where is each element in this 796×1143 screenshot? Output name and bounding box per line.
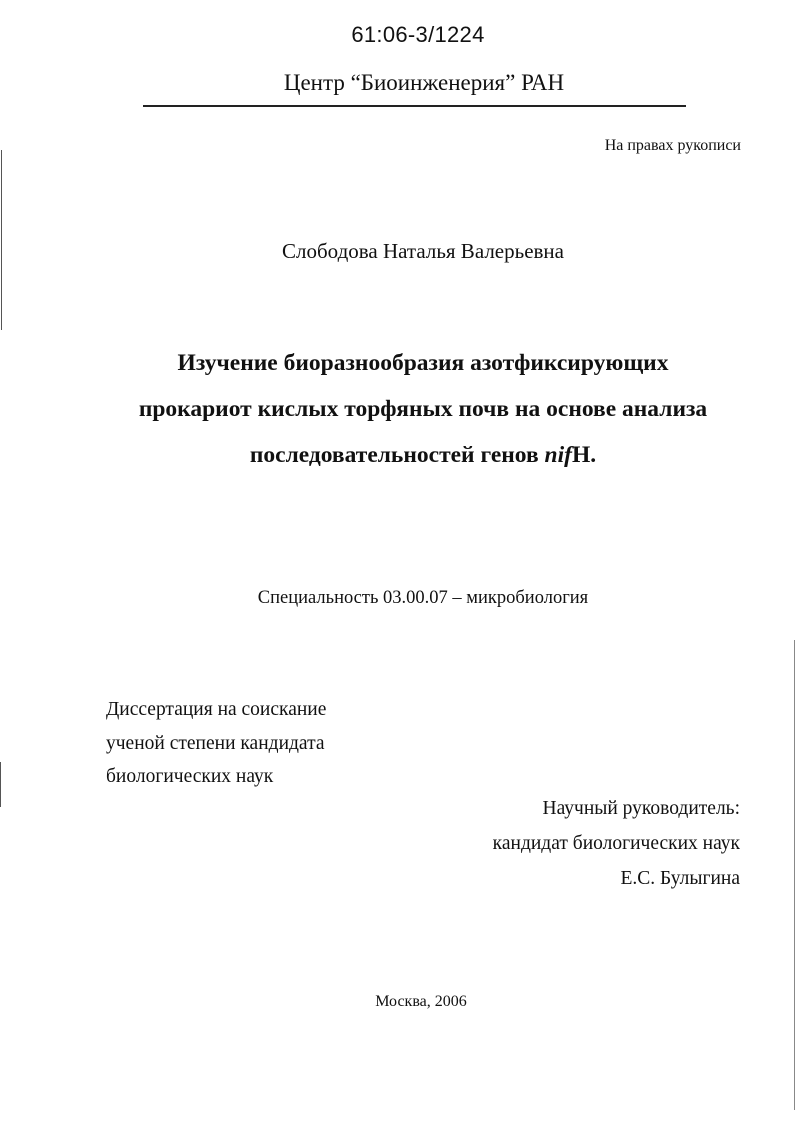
- degree-line-3: биологических наук: [106, 766, 274, 787]
- place-year: Москва, 2006: [375, 993, 467, 1010]
- scan-edge-mark: [1, 150, 2, 330]
- title-line-3-text: последовательностей генов: [249, 442, 545, 468]
- dissertation-degree: [106, 693, 326, 794]
- title-line-3: [80, 432, 766, 478]
- gene-name: nif: [544, 442, 572, 468]
- specialty: Специальность 03.00.07 – микробиология: [257, 588, 589, 608]
- catalog-number: 61:06-3/1224: [351, 22, 485, 47]
- header-divider: [143, 105, 686, 107]
- dissertation-title: [80, 340, 766, 478]
- author-name: Слободова Наталья Валерьевна: [282, 239, 564, 263]
- degree-line-1: Диссертация на соискание: [106, 699, 327, 720]
- title-line-1: Изучение биоразнообразия азотфиксирующих: [177, 350, 669, 376]
- supervisor-block: [493, 791, 740, 896]
- scan-edge-mark: [794, 640, 795, 1110]
- supervisor-role: Научный руководитель:: [542, 798, 740, 819]
- scan-edge-mark: [0, 762, 1, 807]
- supervisor-degree: кандидат биологических наук: [492, 833, 740, 854]
- gene-suffix: H.: [571, 442, 597, 468]
- supervisor-name: Е.С. Булыгина: [620, 868, 740, 889]
- title-line-2: прокариот кислых торфяных почв на основе анализа: [138, 396, 708, 422]
- degree-line-2: ученой степени кандидата: [106, 732, 325, 754]
- institution-name: Центр “Биоинженерия” РАН: [283, 70, 565, 95]
- rights-notice: На правах рукописи: [604, 137, 741, 154]
